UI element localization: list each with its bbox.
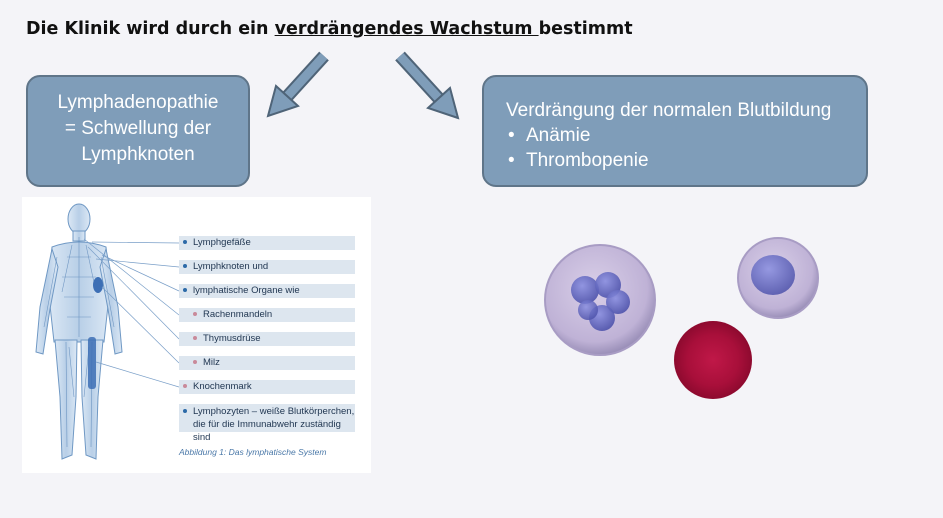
lymphatic-system-figure <box>22 197 371 473</box>
bullet-icon: • <box>508 125 515 146</box>
small-white-blood-cell-icon <box>738 238 818 318</box>
figure-label-spleen: Milz <box>179 356 355 370</box>
slide-title <box>26 19 633 39</box>
red-blood-cell-icon <box>674 321 752 399</box>
figure-label-thymus: Thymusdrüse <box>179 332 355 346</box>
arrow-down-left-icon <box>262 50 334 120</box>
large-white-blood-cell-icon <box>545 245 655 355</box>
bullet-thrombopenia: • Thrombopenie <box>508 150 649 171</box>
right-box-bullets <box>506 123 866 173</box>
figure-label-bone-marrow: Knochenmark <box>179 380 355 394</box>
bone-marrow-displacement-box <box>482 75 868 187</box>
left-box-line-1: Lymphadenopathie <box>57 92 219 113</box>
blood-cells-illustration <box>540 230 830 410</box>
figure-caption: Abbildung 1: Das lymphatische System <box>179 447 327 457</box>
title-text-pre: Die Klinik wird durch ein <box>26 19 275 39</box>
title-text-underlined: verdrängendes Wachstum <box>274 19 539 39</box>
figure-label-lymphocytes: Lymphozyten – weiße Blutkörperchen, die für die Immunabwehr zuständig sind <box>179 404 355 432</box>
figure-label-lymphatic-organs: lymphatische Organe wie <box>179 284 355 298</box>
right-box-heading: Verdrängung der normalen Blutbildung <box>506 100 832 121</box>
left-box-line-3: Lymphknoten <box>81 144 195 165</box>
bullet-anemia: • Anämie <box>508 125 591 146</box>
lymphadenopathy-box <box>26 75 250 187</box>
figure-label-lymph-vessels: Lymphgefäße <box>179 236 355 250</box>
left-box-line-2: = Schwellung der <box>64 118 212 139</box>
arrow-down-right-icon <box>390 50 465 122</box>
figure-label-lymph-nodes: Lymphknoten und <box>179 260 355 274</box>
bullet-icon: • <box>508 150 515 171</box>
bone-marrow-icon <box>88 337 96 389</box>
figure-label-tonsils: Rachenmandeln <box>179 308 355 322</box>
title-text-post: bestimmt <box>538 19 633 39</box>
spleen-icon <box>93 277 103 293</box>
